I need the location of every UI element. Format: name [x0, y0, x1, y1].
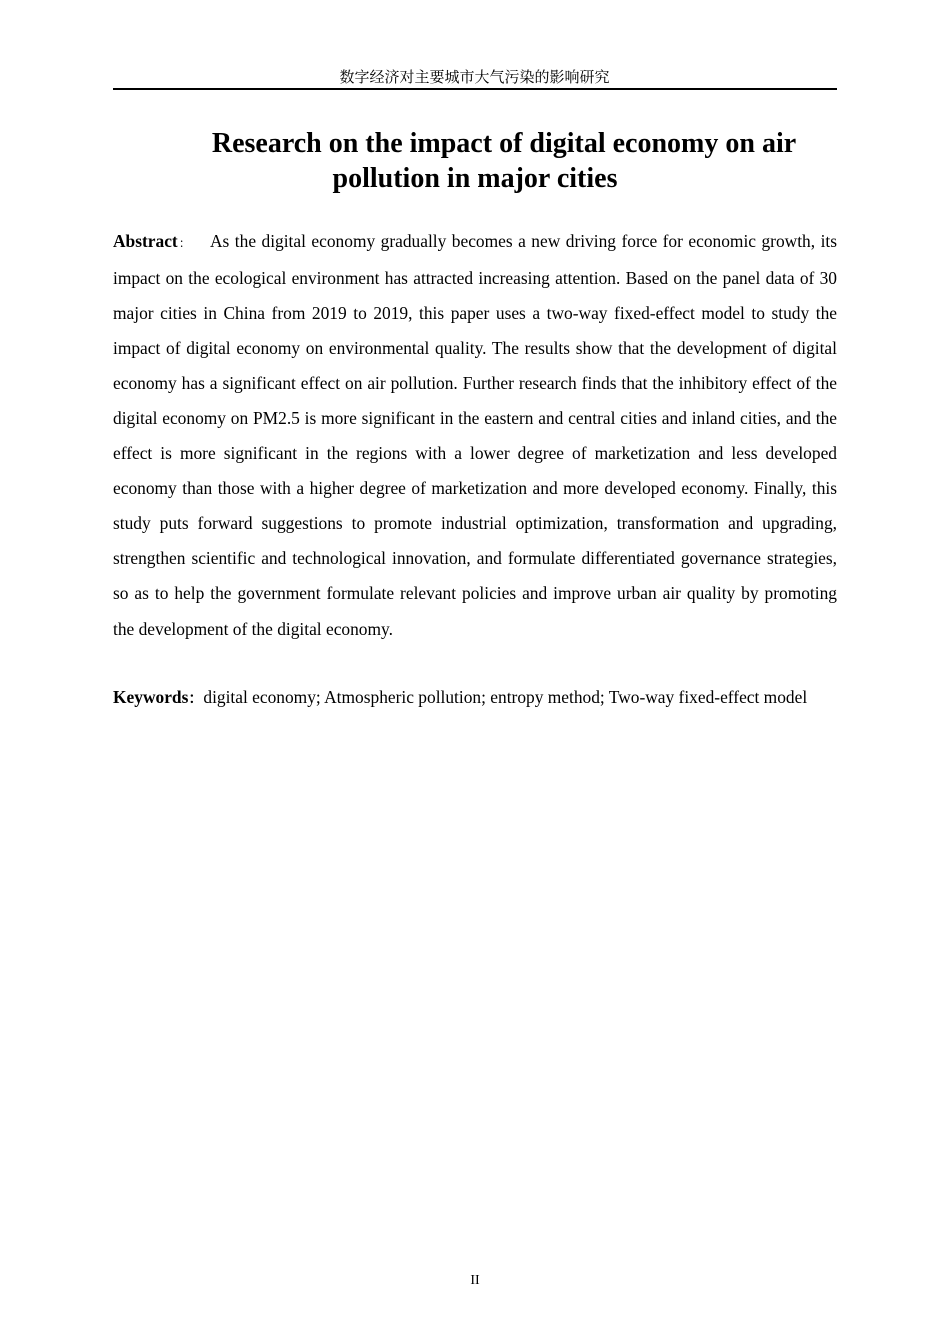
paper-title-line-2: pollution in major cities [332, 163, 618, 194]
keywords-colon: ： [188, 689, 204, 707]
keywords-paragraph [113, 680, 837, 716]
keywords-text: digital economy; Atmospheric pollution; entropy method; Two-way fixed-effect model [203, 687, 808, 707]
header-rule [113, 88, 837, 90]
paper-title [113, 126, 837, 196]
abstract-colon: ： [177, 236, 192, 250]
abstract-paragraph [113, 224, 837, 647]
abstract-text: As the digital economy gradually becomes a new driving force for economic growth, its impact on the ecological environment has attracted increasing attention. Based on the panel data of 30 major cities in China from 2019 to 2019, this paper uses a two-way fixed-effect model to study the impact of digital economy on environmental quality. The results show that the development of digital economy has a significant effect on air pollution. Further research finds that the inhibitory effect of the digital economy on PM2.5 is more significant in the eastern and central cities and inland cities, and the effect is more significant in the regions with a lower degree of marketization and less developed economy than those with a higher degree of marketization and more developed economy. Finally, this study puts forward suggestions to promote industrial optimization, transformation and upgrading, strengthen scientific and technological innovation, and formulate differentiated governance strategies, so as to help the government formulate relevant policies and improve urban air quality by promoting the development of the digital economy. [113, 231, 837, 639]
page-number: II [470, 1273, 480, 1288]
paper-title-line-1: Research on the impact of digital economy on air [211, 128, 797, 159]
abstract-label: Abstract [113, 231, 178, 251]
running-header: 数字经济对主要城市大气污染的影响研究 [339, 68, 610, 86]
keywords-label: Keywords [113, 687, 189, 707]
